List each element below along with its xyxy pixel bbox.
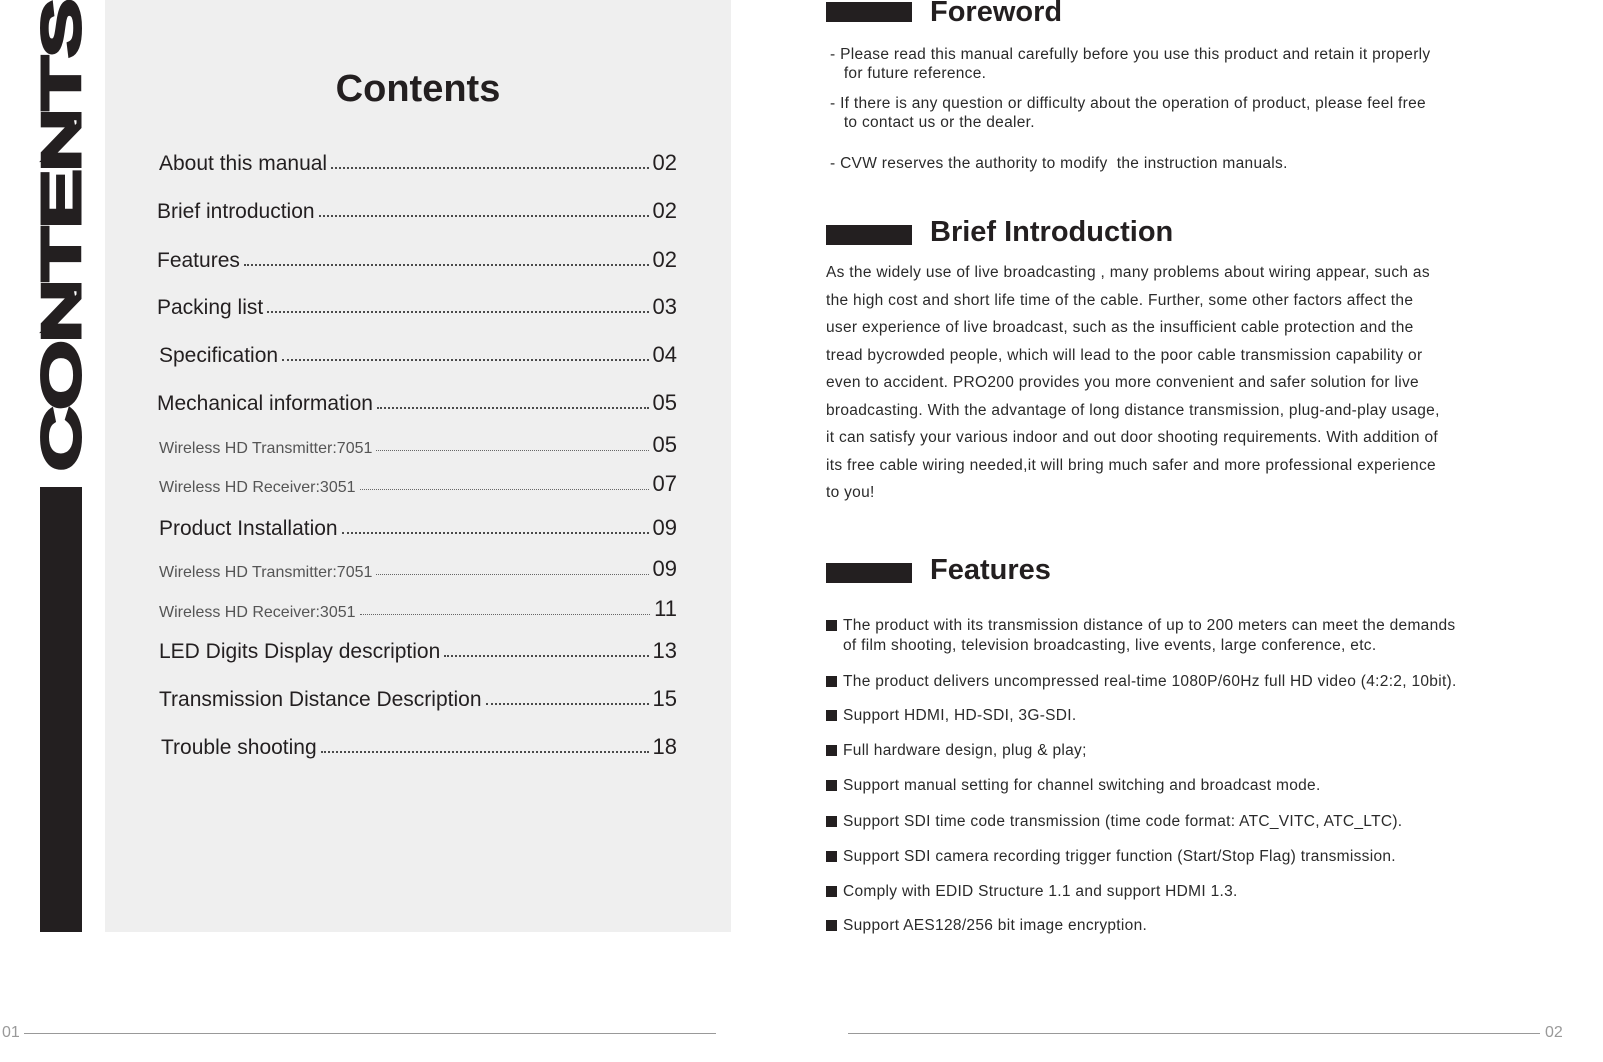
feature-item	[826, 741, 1586, 761]
toc-subentry[interactable]	[159, 556, 677, 582]
bullet-square-icon	[826, 851, 837, 862]
feature-text: Support AES128/256 bit image encryption.	[843, 917, 1148, 934]
foreword-heading: Foreword	[930, 0, 1063, 28]
features-heading: Features	[930, 554, 1051, 586]
toc-entry-page: 13	[652, 638, 677, 663]
toc-subentry[interactable]	[159, 432, 677, 458]
toc-leader	[282, 359, 648, 361]
bullet-square-icon	[826, 780, 837, 791]
feature-item	[826, 882, 1586, 902]
toc-leader	[360, 614, 651, 615]
side-black-bar	[40, 487, 82, 932]
toc-entry-page: 15	[652, 686, 677, 711]
toc-subentry[interactable]	[159, 471, 677, 497]
toc-entry-page: 18	[652, 734, 677, 759]
toc-leader	[486, 703, 649, 705]
bullet-square-icon	[826, 920, 837, 931]
right-footer-rule	[848, 1033, 1540, 1034]
toc-entry-page: 11	[654, 596, 677, 621]
bullet-square-icon	[826, 676, 837, 687]
toc-entry-label: Brief introduction	[157, 200, 315, 223]
intro-heading-bar	[826, 225, 912, 245]
toc-entry-page: 05	[652, 390, 677, 415]
feature-text: Support manual setting for channel switching and broadcast mode.	[843, 777, 1321, 794]
toc-entry-page: 03	[652, 294, 677, 319]
toc-entry-page: 05	[652, 432, 677, 457]
toc-entry-label: Transmission Distance Description	[159, 688, 482, 711]
bullet-square-icon	[826, 886, 837, 897]
toc-entry-page: 02	[652, 150, 677, 175]
toc-entry-label: Packing list	[157, 296, 264, 319]
toc-leader	[319, 215, 649, 217]
contents-panel	[105, 0, 731, 932]
toc-entry-page: 07	[652, 471, 677, 496]
feature-text: Comply with EDID Structure 1.1 and support HDMI 1.3.	[843, 883, 1238, 900]
feature-item	[826, 672, 1586, 692]
toc-entry-label: Specification	[159, 344, 279, 367]
toc-leader	[331, 167, 648, 169]
feature-text: Full hardware design, plug & play;	[843, 742, 1087, 759]
toc-leader	[342, 532, 649, 534]
toc-leader	[444, 655, 648, 657]
toc-entry-label: About this manual	[159, 152, 328, 175]
toc-leader	[376, 574, 648, 575]
toc-entry[interactable]	[159, 342, 677, 368]
feature-text: Support HDMI, HD-SDI, 3G-SDI.	[843, 707, 1077, 724]
toc-entry-page: 04	[652, 342, 677, 367]
foreword-item: - Please read this manual carefully before you use this product and retain it properly for future reference.	[830, 46, 1431, 82]
feature-item	[826, 812, 1586, 832]
bullet-square-icon	[826, 745, 837, 756]
toc-entry[interactable]	[159, 638, 677, 664]
feature-item	[826, 616, 1586, 658]
foreword-heading-bar	[826, 2, 912, 22]
toc-entry-page: 02	[652, 247, 677, 272]
toc-entry-label: Wireless HD Receiver:3051	[159, 479, 356, 496]
intro-body: As the widely use of live broadcasting , many problems about wiring appear, such as the high cost and short life time of the cable. Further, some other factors affect the user experience of live broadcast, such as the insufficient cable protection and the tread bycrowded people, which will lead to the poor cable transmission capability or even to accident. PRO200 provides you more convenient and safer solution for live broadcasting. With the advantage of long distance transmission, plug-and-play usage, it can satisfy your various indoor and out door shooting requirements. With addition of its free cable wiring needed,it will bring much safer and more professional experience to you!	[826, 264, 1440, 501]
feature-item	[826, 776, 1586, 796]
toc-entry[interactable]	[157, 247, 677, 273]
toc-leader	[244, 264, 649, 266]
feature-text: The product delivers uncompressed real-time 1080P/60Hz full HD video (4:2:2, 10bit).	[843, 673, 1457, 690]
toc-entry-label: Mechanical information	[157, 392, 373, 415]
toc-subentry[interactable]	[159, 596, 677, 622]
toc-entry-label: Product Installation	[159, 517, 338, 540]
toc-entry[interactable]	[159, 150, 677, 176]
toc-leader	[321, 751, 649, 753]
feature-item	[826, 706, 1586, 726]
left-page-number: 01	[2, 1024, 20, 1041]
toc-entry-page: 02	[652, 198, 677, 223]
toc-entry-page: 09	[652, 515, 677, 540]
toc-entry[interactable]	[159, 686, 677, 712]
contents-title: Contents	[335, 68, 501, 110]
left-footer-rule	[24, 1033, 716, 1034]
right-page-number: 02	[1545, 1024, 1563, 1041]
toc-entry-label: LED Digits Display description	[159, 640, 441, 663]
toc-entry[interactable]	[159, 515, 677, 541]
toc-entry-label: Trouble shooting	[161, 736, 317, 759]
toc-entry-label: Wireless HD Transmitter:7051	[159, 564, 373, 581]
toc-leader	[376, 450, 648, 451]
bullet-square-icon	[826, 710, 837, 721]
feature-item	[826, 847, 1586, 867]
feature-item	[826, 916, 1586, 936]
feature-text: The product with its transmission distance of up to 200 meters can meet the demands of film shooting, television broadcasting, live events, large conference, etc.	[843, 617, 1456, 654]
toc-entry[interactable]	[157, 390, 677, 416]
toc-entry-page: 09	[652, 556, 677, 581]
feature-text: Support SDI time code transmission (time code format: ATC_VITC, ATC_LTC).	[843, 813, 1403, 830]
features-heading-bar	[826, 563, 912, 583]
toc-entry-label: Wireless HD Receiver:3051	[159, 604, 356, 621]
vertical-contents-title	[33, 0, 91, 478]
bullet-square-icon	[826, 620, 837, 631]
intro-heading: Brief Introduction	[930, 216, 1174, 248]
bullet-square-icon	[826, 816, 837, 827]
toc-leader	[267, 311, 648, 313]
toc-entry[interactable]	[157, 294, 677, 320]
toc-leader	[360, 489, 649, 490]
vertical-contents-text: CONTENTS	[33, 184, 91, 470]
toc-leader	[377, 407, 649, 409]
feature-text: Support SDI camera recording trigger function (Start/Stop Flag) transmission.	[843, 848, 1396, 865]
toc-entry-label: Wireless HD Transmitter:7051	[159, 440, 373, 457]
toc-entry-label: Features	[157, 249, 240, 272]
toc-entry[interactable]	[157, 198, 677, 224]
toc-entry[interactable]	[161, 734, 677, 760]
foreword-item: - CVW reserves the authority to modify the instruction manuals.	[830, 155, 1288, 172]
foreword-item: - If there is any question or difficulty about the operation of product, please feel free to contact us or the dealer.	[830, 95, 1426, 131]
